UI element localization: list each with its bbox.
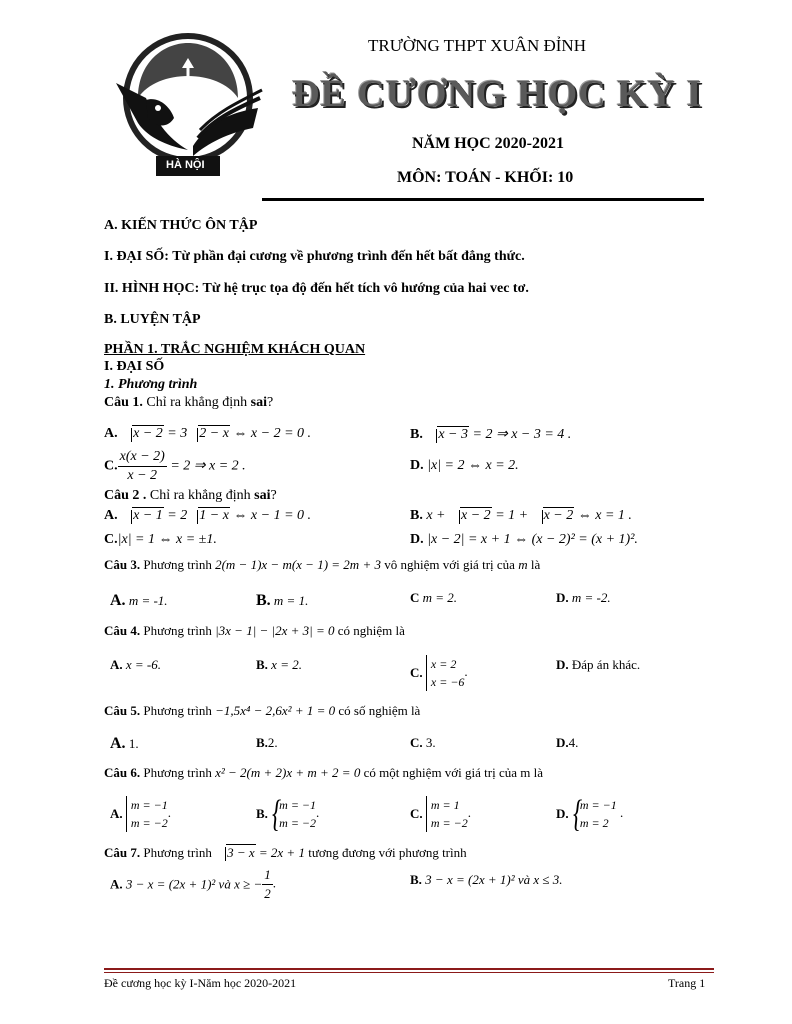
q2-c-math: |x| = 1 ⇔ x = ±1. xyxy=(117,532,217,547)
section-a-title: A. KIẾN THỨC ÔN TẬP xyxy=(104,218,258,233)
q3-c-value: m = 2. xyxy=(422,590,458,605)
q7-a-math: 3 − x = (2x + 1)² và x ≥ − xyxy=(125,876,263,892)
q1-a-mid: = 3 xyxy=(163,426,188,441)
school-logo-graphic xyxy=(108,28,268,178)
section-b: B. LUYỆN TẬP xyxy=(104,312,201,327)
q2-b-label: B. xyxy=(410,508,423,523)
q3-text: Phương trình xyxy=(140,557,216,572)
q6-a-label: A. xyxy=(110,806,123,821)
question-4 xyxy=(104,623,405,639)
subject-grade: MÔN: TOÁN - KHỐI: 10 xyxy=(397,169,574,186)
question-5 xyxy=(104,703,420,719)
footer-rule-top xyxy=(104,968,714,970)
q5-a-value: 1. xyxy=(128,736,139,751)
q5-end: có số nghiệm là xyxy=(335,703,421,718)
part-1-title: PHẦN 1. TRẮC NGHIỆM KHÁCH QUAN xyxy=(104,342,366,357)
q7-option-b xyxy=(410,872,563,888)
q2-a-mid: = 2 xyxy=(163,508,188,523)
q7-sqrt: 3 − x xyxy=(215,845,256,861)
q1-c-end: = 2 ⇒ x = 2 . xyxy=(166,458,246,474)
page-number: Trang 1 xyxy=(668,976,706,990)
q6-c-bracket: m = 1 m = −2 xyxy=(426,796,468,832)
q2-end: ? xyxy=(270,488,277,503)
q5-a-label: A. xyxy=(110,735,126,752)
q2-a-end: ⇔ x − 1 = 0 . xyxy=(229,508,312,523)
q6-equation: x² − 2(m + 2)x + m + 2 = 0 xyxy=(215,765,361,780)
q3-option-b xyxy=(256,592,308,610)
q1-a-end: ⇔ x − 2 = 0 . xyxy=(229,426,312,441)
school-year: NĂM HỌC 2020-2021 xyxy=(412,135,564,152)
q2-d-label: D. xyxy=(410,532,424,547)
q1-text: Chỉ ra khẳng định xyxy=(142,395,251,410)
q6-c-label: C. xyxy=(410,806,423,821)
geometry-label: II. HÌNH HỌC: xyxy=(104,281,200,296)
q3-a-value: m = -1. xyxy=(128,593,168,608)
q2-d-math: |x − 2| = x + 1 ⇔ (x − 2)² = (x + 1)². xyxy=(427,532,638,547)
q4-end: có nghiệm là xyxy=(334,623,405,638)
logo-bottom-text: HÀ NỘI xyxy=(166,159,205,171)
q5-option-b xyxy=(256,735,278,751)
q4-b-value: x = 2. xyxy=(271,657,302,672)
q2-label: Câu 2 . xyxy=(104,488,147,503)
q1-a-sqrt-2: 2 − x xyxy=(187,426,230,442)
q7-end: tương đương với phương trình xyxy=(304,845,467,860)
q3-equation: 2(m − 1)x − m(x − 1) = 2m + 3 xyxy=(215,557,381,572)
q3-option-a xyxy=(110,592,168,610)
q2-option-d xyxy=(410,532,638,548)
q3-end: vô nghiệm với giá trị của xyxy=(380,557,519,572)
q5-label: Câu 5. xyxy=(104,703,141,718)
q3-a-label: A. xyxy=(110,592,126,609)
q1-end: ? xyxy=(266,395,274,410)
algebra-heading: I. ĐẠI SỐ xyxy=(104,359,165,374)
q4-text: Phương trình xyxy=(140,623,216,638)
q7-option-a: A. 3 − x = (2x + 1)² và x ≥ − $\frac{1}{2}$ . xyxy=(110,867,277,901)
q3-label: Câu 3. xyxy=(104,557,141,572)
q5-b-value: 2. xyxy=(267,735,278,750)
q5-text: Phương trình xyxy=(140,703,216,718)
q1-a-label: A. xyxy=(104,426,118,441)
q6-option-b: B. { m = −1 m = −2 . xyxy=(256,796,319,832)
section-a xyxy=(104,218,257,234)
q6-end: có một nghiệm với giá trị của m là xyxy=(360,765,544,780)
q2-b-sqrt-1: x − 2 xyxy=(449,508,492,524)
q4-c-label: C. xyxy=(410,665,423,680)
algebra-label: I. ĐẠI SỐ: xyxy=(104,249,169,264)
q5-c-value: 3. xyxy=(425,735,436,750)
q1-d-label: D. xyxy=(410,458,424,473)
q4-option-a xyxy=(110,657,161,673)
q2-b-mid: = 1 + xyxy=(491,508,532,523)
q3-la: là xyxy=(527,557,541,572)
footer-left: Đề cương học kỳ I-Năm học 2020-2021 xyxy=(104,976,297,990)
q4-option-d xyxy=(556,657,640,673)
q4-c-bracket: x = 2 x = −6 xyxy=(426,655,465,691)
q1-option-d xyxy=(410,458,519,474)
q2-a-sqrt-2: 1 − x xyxy=(187,508,230,524)
q7-eq-rest: = 2x + 1 xyxy=(255,845,305,860)
q1-option-a xyxy=(104,426,311,442)
q2-option-c xyxy=(104,532,217,548)
q7-text: Phương trình xyxy=(140,845,216,860)
q4-a-value: x = -6. xyxy=(125,657,162,672)
q1-c-label: C. xyxy=(104,458,118,474)
q7-a-fraction: $\frac{1}{2}$ xyxy=(264,867,271,901)
geometry-scope xyxy=(104,281,529,297)
q4-b-label: B. xyxy=(256,657,268,672)
q7-label: Câu 7. xyxy=(104,845,141,860)
geometry-text: Từ hệ trục tọa độ đến hết tích vô hướng của hai vec tơ. xyxy=(199,281,529,296)
q1-b-end: = 2 ⇒ x − 3 = 4 . xyxy=(469,427,572,442)
q1-label: Câu 1. xyxy=(104,395,143,410)
q2-option-a xyxy=(104,508,311,524)
algebra-scope xyxy=(104,249,525,265)
q3-c-label: C xyxy=(410,590,420,605)
q1-c-fraction: $\frac{x(x - 2)}{x - 2}$ xyxy=(119,449,165,483)
q3-m: m xyxy=(518,557,528,572)
q6-b-label: B. xyxy=(256,806,268,821)
q5-d-value: 4. xyxy=(568,735,579,750)
q4-option-c: C. x = 2 x = −6 . xyxy=(410,657,468,689)
q3-d-value: m = -2. xyxy=(571,590,611,605)
question-3 xyxy=(104,557,540,573)
q4-label: Câu 4. xyxy=(104,623,141,638)
q6-option-d: D. { m = −1 m = 2 . xyxy=(556,796,623,832)
q3-option-c xyxy=(410,590,457,606)
school-name: TRƯỜNG THPT XUÂN ĐỈNH xyxy=(368,36,586,55)
question-7 xyxy=(104,845,467,861)
q1-d-math: |x| = 2 ⇔ x = 2. xyxy=(427,458,519,473)
q3-option-d xyxy=(556,590,611,606)
q3-b-value: m = 1. xyxy=(273,593,309,608)
q2-c-label: C. xyxy=(104,532,118,547)
q2-option-b xyxy=(410,508,632,524)
question-1 xyxy=(104,395,273,411)
q1-b-label: B. xyxy=(410,427,423,442)
q6-a-bracket: m = −1 m = −2 xyxy=(126,796,168,832)
q1-option-b xyxy=(410,426,571,443)
footer-rule-bottom xyxy=(104,972,714,973)
header-rule xyxy=(262,198,704,201)
q6-d-brace: { m = −1 m = 2 xyxy=(572,796,617,832)
q7-b-math: 3 − x = (2x + 1)² và x ≤ 3. xyxy=(425,872,563,887)
q2-b-end: ⇔ x = 1 . xyxy=(574,508,632,523)
equation-subheading: 1. Phương trình xyxy=(104,377,198,392)
q4-option-b xyxy=(256,657,302,673)
q6-d-label: D. xyxy=(556,806,569,821)
q5-b-label: B. xyxy=(256,735,268,750)
school-logo xyxy=(108,28,268,178)
question-2 xyxy=(104,488,277,504)
question-6 xyxy=(104,765,543,781)
q5-equation: −1,5x⁴ − 2,6x² + 1 = 0 xyxy=(215,703,336,718)
q3-b-label: B. xyxy=(256,592,271,609)
q4-a-label: A. xyxy=(110,657,123,672)
q5-option-d xyxy=(556,735,578,751)
q7-a-label: A. xyxy=(110,876,123,892)
q1-b-sqrt: x − 3 xyxy=(426,427,469,443)
q4-d-value: Đáp án khác. xyxy=(571,657,641,672)
q3-d-label: D. xyxy=(556,590,569,605)
q2-b-sqrt-2: x − 2 xyxy=(532,508,575,524)
q5-option-a xyxy=(110,735,139,753)
q2-a-sqrt-1: x − 1 xyxy=(121,508,164,524)
q1-option-c xyxy=(104,448,246,485)
q1-a-sqrt-1: x − 2 xyxy=(121,426,164,442)
q2-text: Chỉ ra khẳng định xyxy=(146,488,255,503)
q4-d-label: D. xyxy=(556,657,569,672)
algebra-text: Từ phần đại cương về phương trình đến hết bất đẳng thức. xyxy=(168,249,525,264)
q2-b-pre: x + xyxy=(426,508,450,523)
q6-text: Phương trình xyxy=(140,765,216,780)
document-title: ĐỀ CƯƠNG HỌC KỲ I xyxy=(292,73,703,115)
q5-d-label: D. xyxy=(556,735,569,750)
q4-equation: |3x − 1| − |2x + 3| = 0 xyxy=(215,623,335,638)
q6-option-c: C. m = 1 m = −2 . xyxy=(410,798,472,830)
q6-label: Câu 6. xyxy=(104,765,141,780)
q1-bold: sai xyxy=(250,395,267,410)
q2-a-label: A. xyxy=(104,508,118,523)
q7-b-label: B. xyxy=(410,872,422,887)
q2-bold: sai xyxy=(254,488,271,503)
q5-option-c xyxy=(410,735,436,751)
q6-b-brace: { m = −1 m = −2 xyxy=(271,796,316,832)
q6-option-a: A. m = −1 m = −2 . xyxy=(110,798,172,830)
q5-c-label: C. xyxy=(410,735,423,750)
